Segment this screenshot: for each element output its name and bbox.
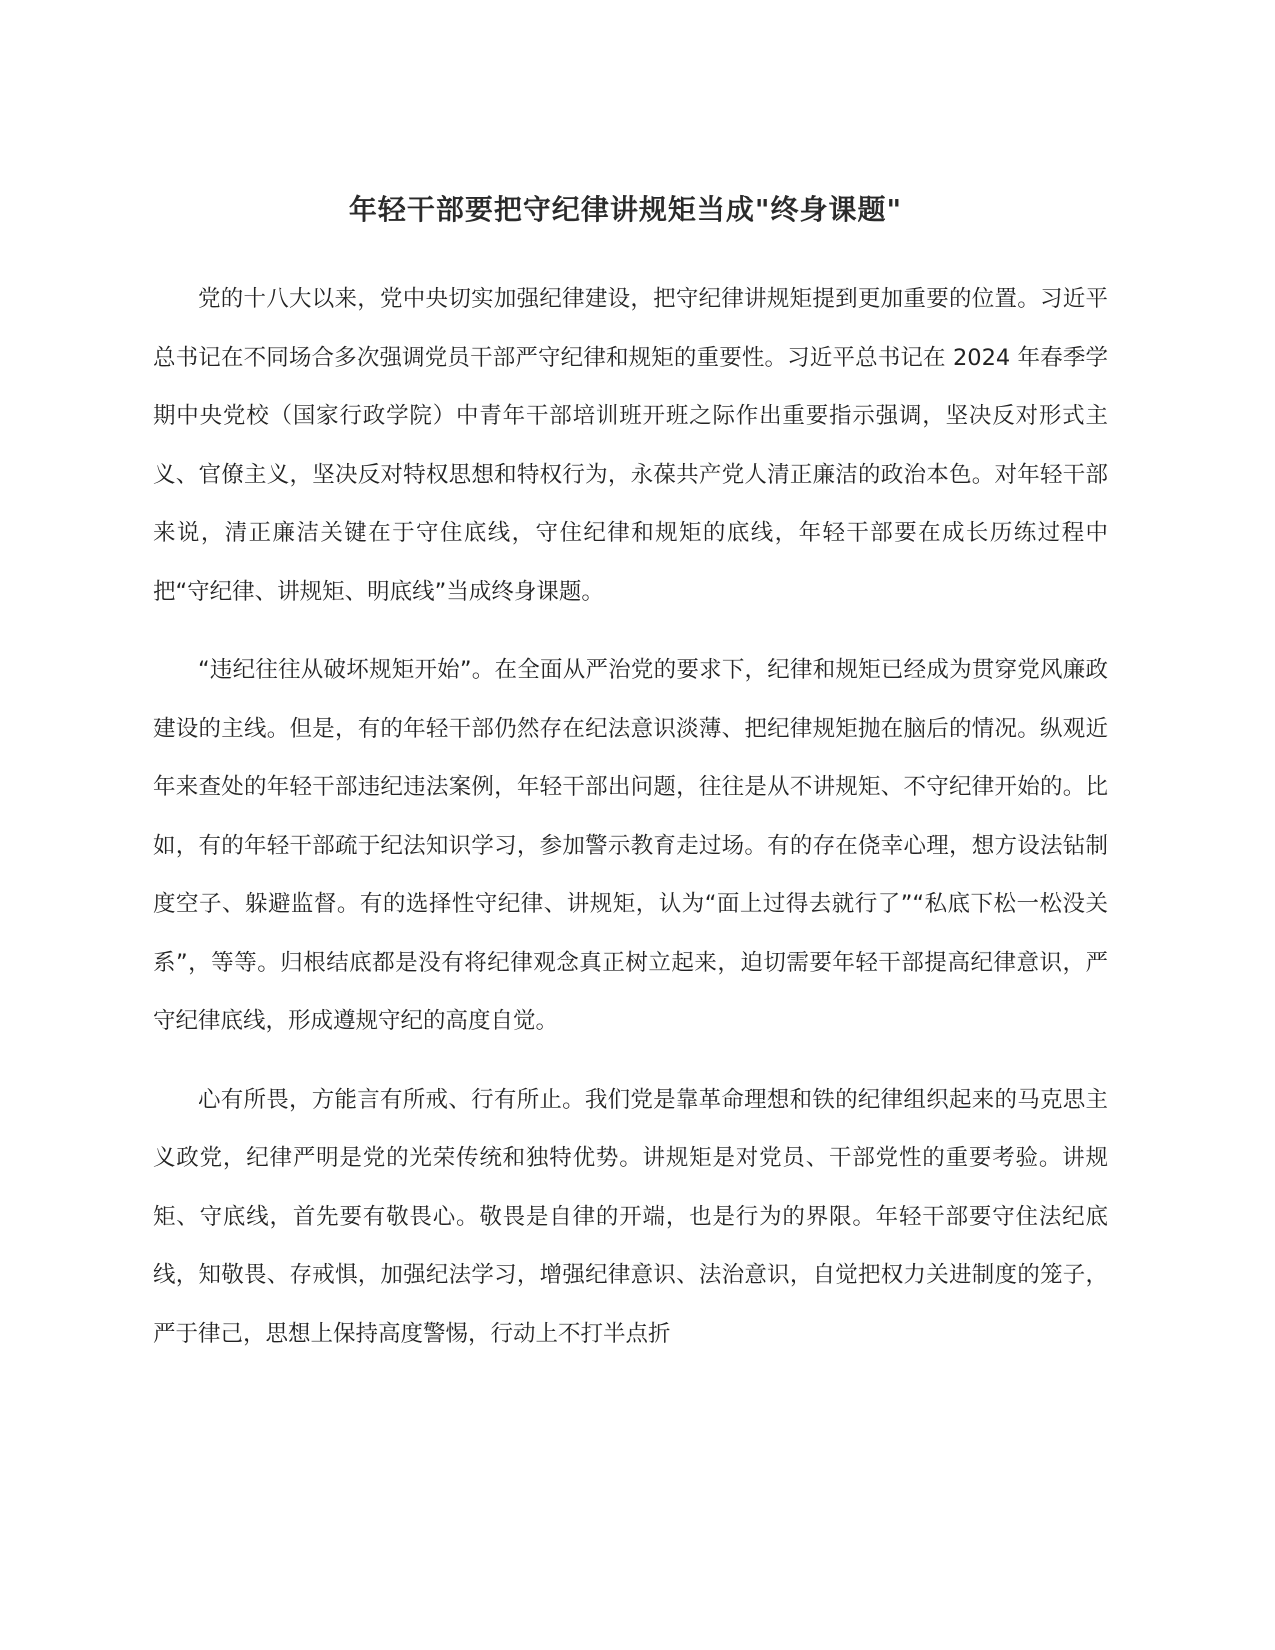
- paragraph-2: “违纪往往从破坏规矩开始”。在全面从严治党的要求下，纪律和规矩已经成为贯穿党风廉政建设的主线。但是，有的年轻干部仍然存在纪法意识淡薄、把纪律规矩抛在脑后的情况。纵观近年来查处的年轻干部违纪违法案例，年轻干部出问题，往往是从不讲规矩、不守纪律开始的。比如，有的年轻干部疏于纪法知识学习，参加警示教育走过场。有的存在侥幸心理，想方设法钻制度空子、躲避监督。有的选择性守纪律、讲规矩，认为“面上过得去就行了”“私底下松一松没关系”，等等。归根结底都是没有将纪律观念真正树立起来，迫切需要年轻干部提高纪律意识，严守纪律底线，形成遵规守纪的高度自觉。: [153, 657, 1108, 1034]
- paragraph-1: 党的十八大以来，党中央切实加强纪律建设，把守纪律讲规矩提到更加重要的位置。习近平总书记在不同场合多次强调党员干部严守纪律和规矩的重要性。习近平总书记在 2024 年春季学期中央党校（国家行政学院）中青年干部培训班开班之际作出重要指示强调，坚决反对形式主义、官僚主义，坚决反对特权思想和特权行为，永葆共产党人清正廉洁的政治本色。对年轻干部来说，清正廉洁关键在于守住底线，守住纪律和规矩的底线，年轻干部要在成长历练过程中把“守纪律、讲规矩、明底线”当成终身课题。: [153, 286, 1108, 605]
- paragraph-3: 心有所畏，方能言有所戒、行有所止。我们党是靠革命理想和铁的纪律组织起来的马克思主义政党，纪律严明是党的光荣传统和独特优势。讲规矩是对党员、干部党性的重要考验。讲规矩、守底线，首先要有敬畏心。敬畏是自律的开端，也是行为的界限。年轻干部要守住法纪底线，知敬畏、存戒惧，加强纪法学习，增强纪律意识、法治意识，自觉把权力关进制度的笼子，严于律己，思想上保持高度警惕，行动上不打半点折: [153, 1086, 1108, 1347]
- document-body: [153, 270, 1108, 1363]
- document-title: 年轻干部要把守纪律讲规矩当成"终身课题": [348, 193, 903, 226]
